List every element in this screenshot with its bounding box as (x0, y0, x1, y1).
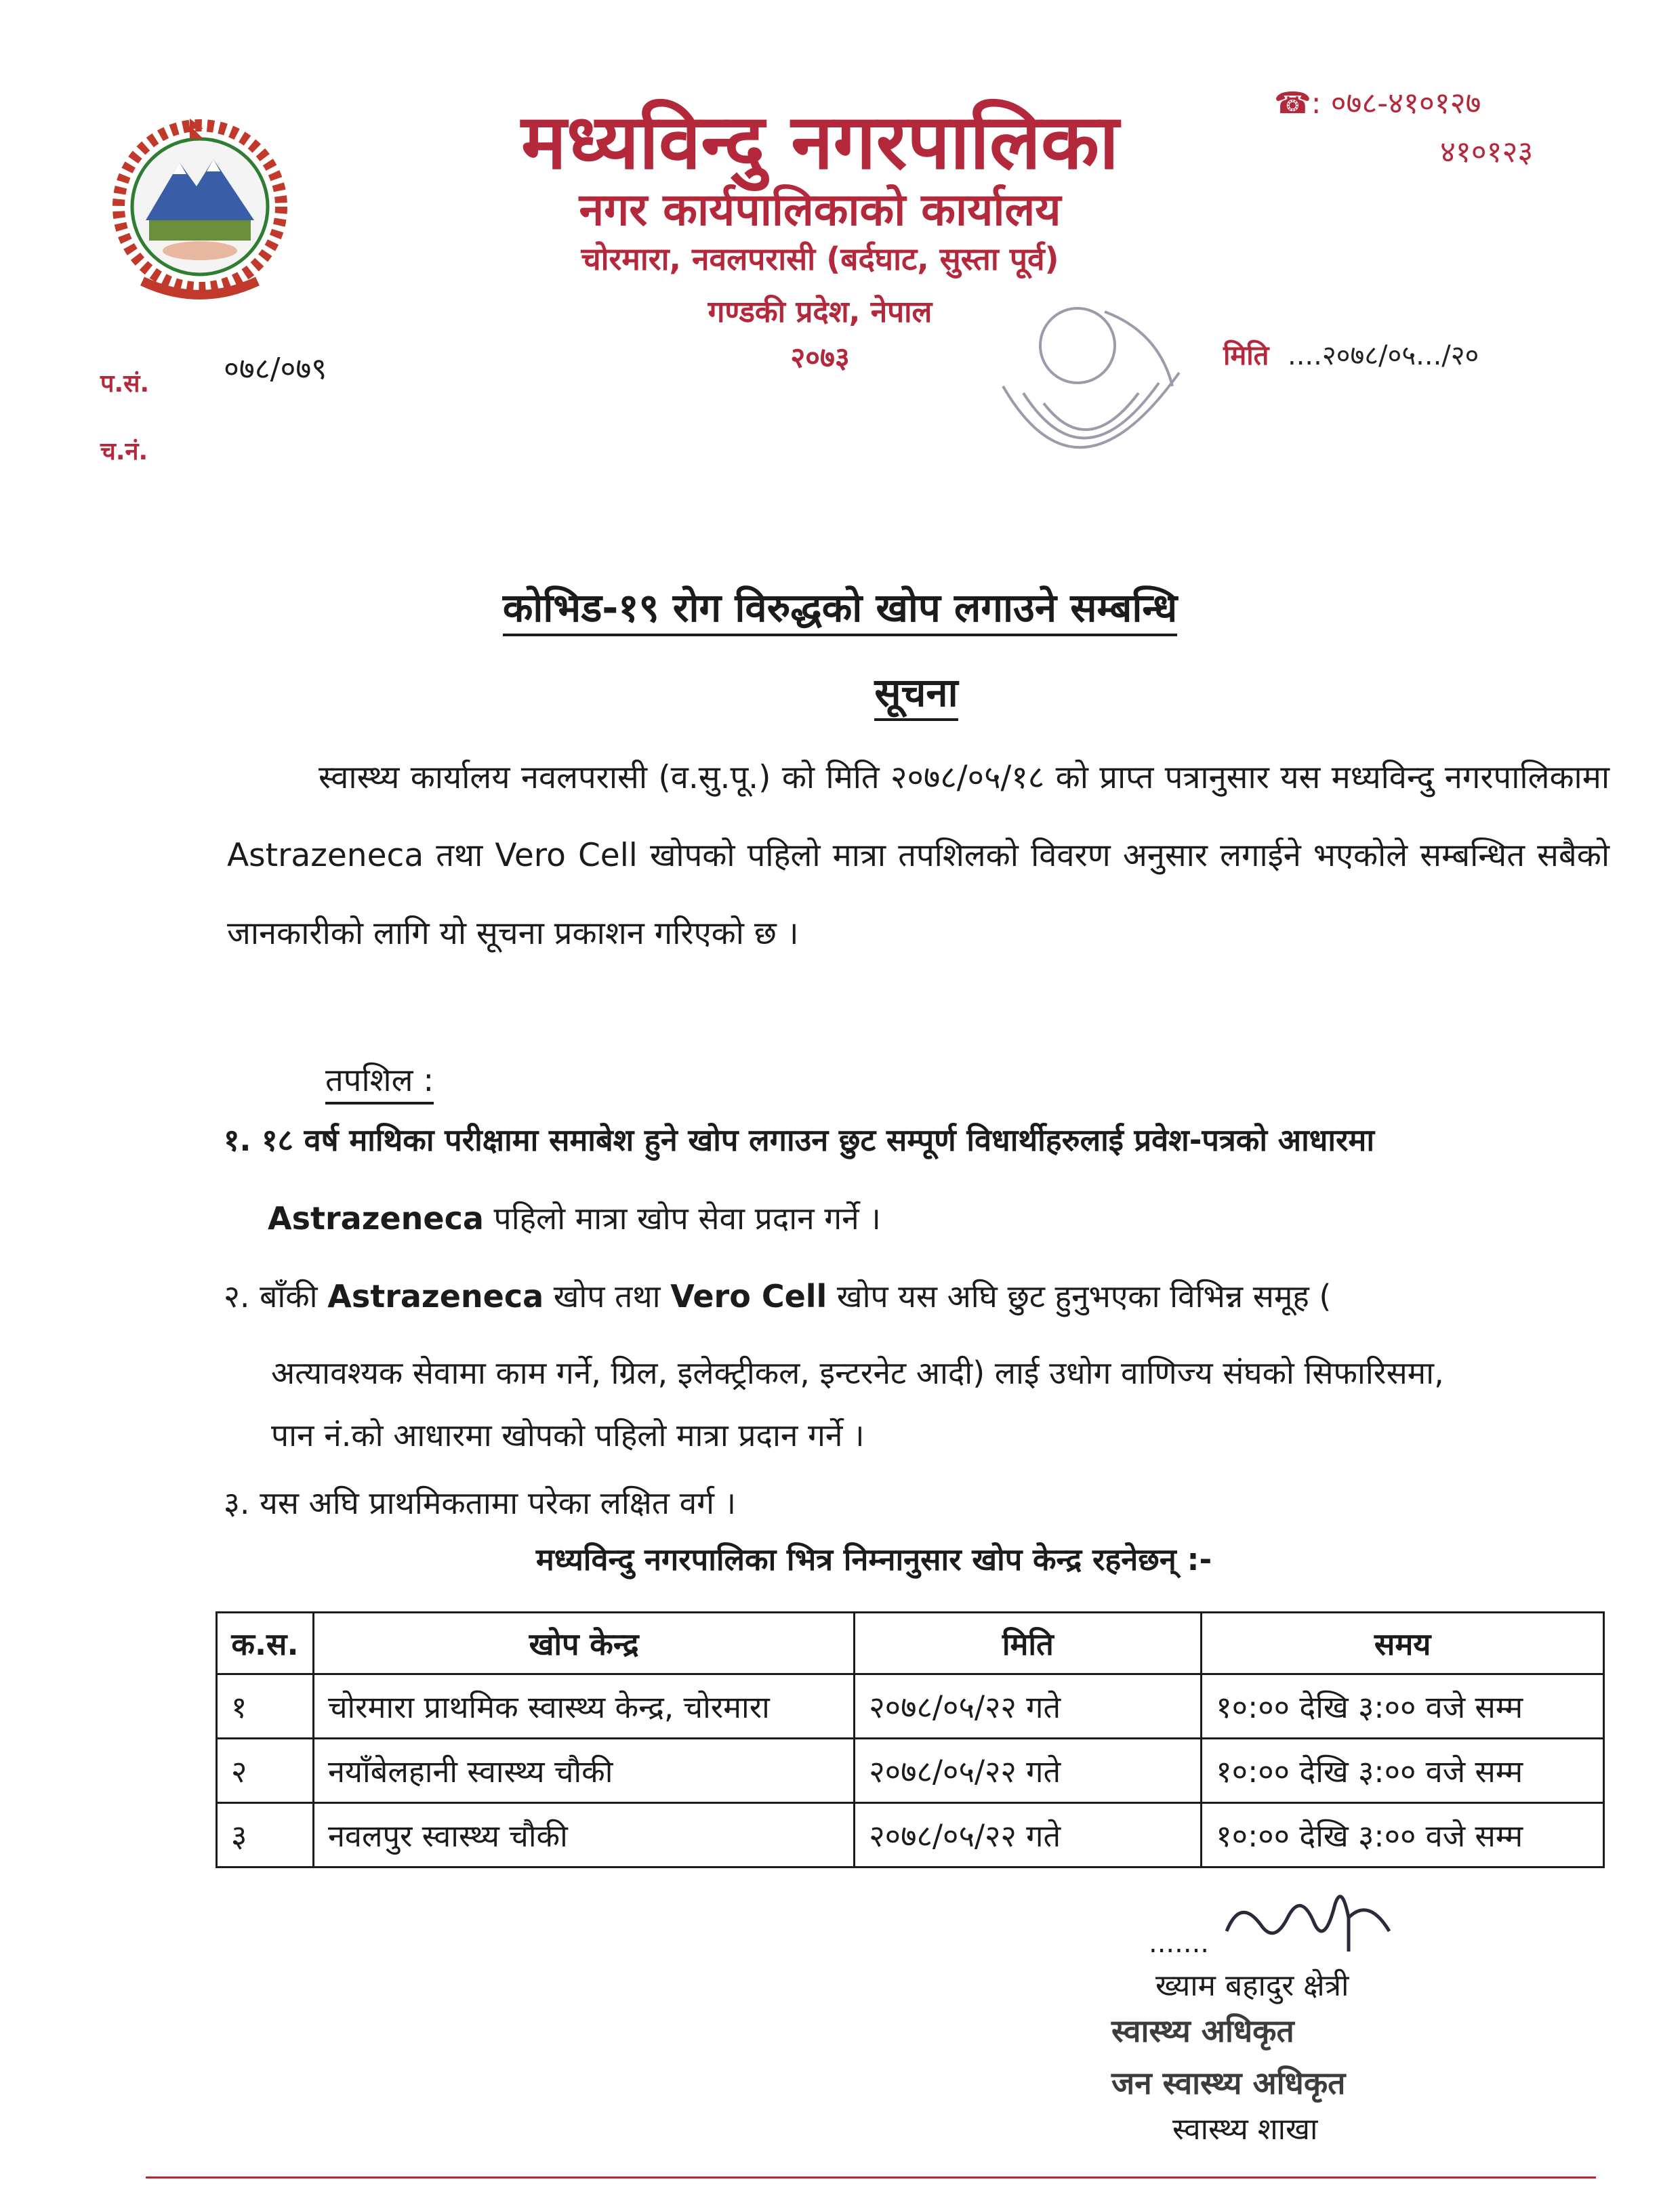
province-line: गण्डकी प्रदेश, नेपाल (708, 295, 933, 329)
table-cell: १०:०० देखि ३:०० वजे सम्म (1202, 1674, 1604, 1739)
signatory-role: जन स्वास्थ्य अधिकृत (1111, 2065, 1346, 2101)
centers-heading: मध्यविन्दु नगरपालिका भित्र निम्नानुसार खोप केन्द्र रहनेछन् :- (535, 1542, 1212, 1577)
signatory-branch: स्वास्थ्य शाखा (1172, 2112, 1318, 2147)
notice-text: सूचना (874, 669, 958, 721)
table-row (217, 1674, 1604, 1739)
footer-divider (146, 2176, 1596, 2179)
column-header: मिति (855, 1613, 1202, 1674)
table-cell: चोरमारा प्राथमिक स्वास्थ्य केन्द्र, चोरमारा (313, 1674, 854, 1739)
signature-dots: ....... (1149, 1928, 1210, 1959)
vaccine-name: Vero Cell (670, 1278, 827, 1315)
signatory-name: ख्याम बहादुर क्षेत्री (1155, 1968, 1349, 2003)
table-cell: २०७८/०५/२२ गते (855, 1739, 1202, 1803)
ps-label: प.सं. (100, 370, 150, 398)
details-label: तपशिल : (325, 1057, 434, 1105)
column-header: क.स. (217, 1613, 314, 1674)
vaccine-name: Astrazeneca (327, 1278, 544, 1315)
table-row (217, 1739, 1604, 1803)
table-cell: १ (217, 1674, 314, 1739)
nepal-emblem-logo (95, 112, 305, 308)
notice-heading (0, 664, 1680, 718)
signatory-title: स्वास्थ्य अधिकृत (1111, 2012, 1294, 2049)
municipality-title: मध्यविन्दु नगरपालिका (520, 98, 1120, 186)
column-header: खोप केन्द्र (313, 1613, 854, 1674)
office-address: चोरमारा, नवलपरासी (बर्दघाट, सुस्ता पूर्व) (581, 241, 1059, 277)
table-header-row (217, 1613, 1604, 1674)
handwritten-signature (1213, 1877, 1403, 1965)
subject-text: कोभिड-१९ रोग विरुद्धको खोप लगाउने सम्बन्धि (503, 585, 1177, 636)
ps-value: ०७८/०७९ (224, 352, 327, 386)
list-item-1: १. १८ वर्ष माथिका परीक्षामा समाबेश हुने खोप लगाउन छुट सम्पूर्ण विधार्थीहरुलाई प्रवेश-पत्रको आधारमा (224, 1122, 1374, 1158)
list-item-3: ३. यस अघि प्राथमिकतामा परेका लक्षित वर्ग । (224, 1485, 737, 1521)
list-item-2-mid: खोप तथा (544, 1278, 671, 1315)
table-cell: नवलपुर स्वास्थ्य चौकी (313, 1803, 854, 1867)
column-header: समय (1202, 1613, 1604, 1674)
table-cell: १०:०० देखि ३:०० वजे सम्म (1202, 1739, 1604, 1803)
table-cell: २०७८/०५/२२ गते (855, 1674, 1202, 1739)
table-cell: २ (217, 1739, 314, 1803)
vaccine-name: Astrazeneca (268, 1200, 484, 1237)
list-item-1-text: पहिलो मात्रा खोप सेवा प्रदान गर्ने । (483, 1200, 881, 1237)
list-item-2-prefix: २. बाँकी (224, 1278, 328, 1315)
table-cell: ३ (217, 1803, 314, 1867)
list-item-1-continued (268, 1179, 1610, 1258)
table-row (217, 1803, 1604, 1867)
phone-number: ☎: ०७८-४१०१२७ (1274, 86, 1481, 121)
office-subtitle: नगर कार्यपालिकाको कार्यालय (579, 184, 1061, 236)
office-stamp (976, 291, 1193, 515)
established-year: २०७३ (790, 341, 850, 374)
table-cell: १०:०० देखि ३:०० वजे सम्म (1202, 1803, 1604, 1867)
vaccination-centers-table (216, 1611, 1605, 1868)
notice-paragraph: स्वास्थ्य कार्यालय नवलपरासी (व.सु.पू.) को मिति २०७८/०५/१८ को प्राप्त पत्रानुसार यस मध्यविन्दु नगरपालिकामा Astrazeneca तथा Vero Cell खोपको पहिलो मात्रा तपशिलको विवरण अनुसार लगाईने भएकोले सम्बन्धित सबैको जानकारीको लागि यो सूचना प्रकाशन गरिएको छ । (227, 759, 1610, 952)
table-cell: २०७८/०५/२२ गते (855, 1803, 1202, 1867)
phone-number-2: ४१०१२३ (1440, 135, 1534, 169)
list-item-2-line3: पान नं.को आधारमा खोपको पहिलो मात्रा प्रदान गर्ने । (271, 1417, 865, 1453)
subject-heading (0, 579, 1680, 633)
list-item-2-line2: अत्यावश्यक सेवामा काम गर्ने, ग्रिल, इलेक्ट्रीकल, इन्टरनेट आदी) लाई उधोग वाणिज्य संघको सिफारिसमा, (271, 1355, 1444, 1391)
date-label: मिति (1223, 340, 1269, 371)
list-item-2 (224, 1257, 1613, 1336)
cn-label: च.नं. (100, 438, 148, 466)
date-value: ....२०७८/०५.../२० (1288, 340, 1479, 371)
table-cell: नयाँबेलहानी स्वास्थ्य चौकी (313, 1739, 854, 1803)
list-item-2-rest: खोप यस अघि छुट हुनुभएका विभिन्न समूह ( (827, 1278, 1332, 1315)
